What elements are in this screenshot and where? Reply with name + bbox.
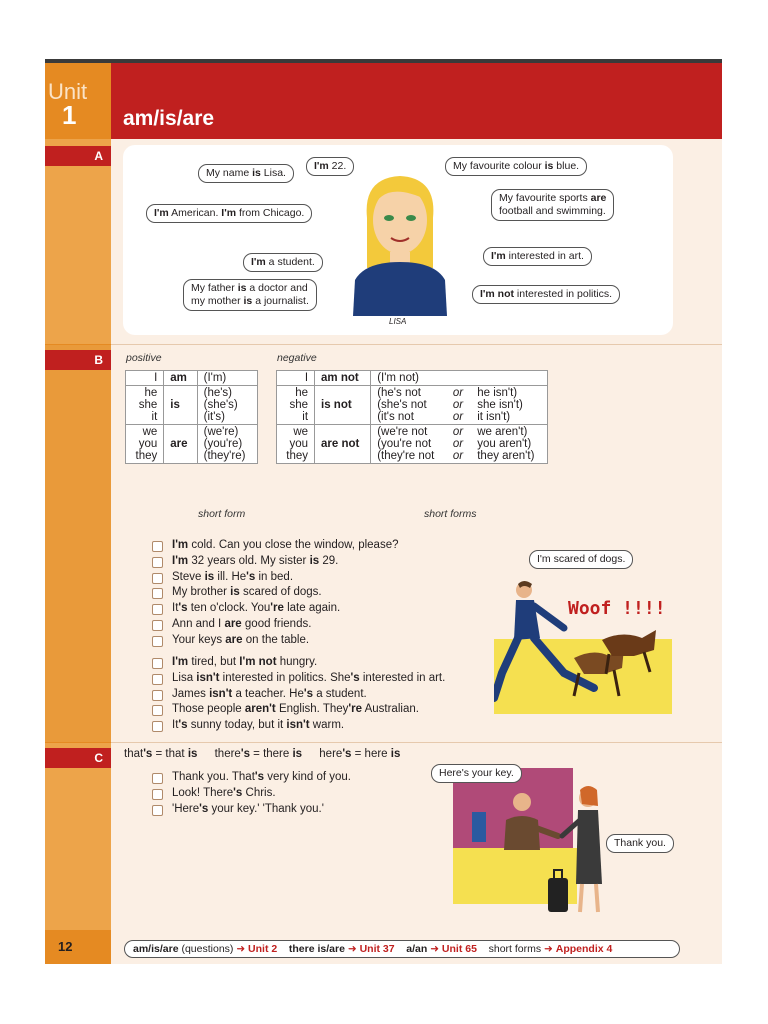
page-number: 12 (58, 939, 73, 954)
cross-reference-bar (124, 940, 680, 958)
example-c-1: Thank you. That's very kind of you. (152, 770, 351, 786)
ref-4[interactable]: short forms ➜ Appendix 4 (488, 943, 613, 955)
examples-positive (152, 538, 398, 649)
unit-title: am/is/are (123, 107, 215, 130)
bubble-art: I'm interested in art. (483, 247, 592, 266)
ref-2[interactable]: there is/are ➜ Unit 37 (288, 943, 395, 955)
example-positive-7: Your keys are on the table. (152, 633, 398, 649)
section-divider-c (111, 742, 722, 743)
bubble-sports: My favourite sports are football and swimming. (491, 189, 614, 221)
bubble-age: I'm 22. (306, 157, 354, 176)
strip-section-a (45, 139, 111, 344)
unit-word: Unit (48, 79, 88, 104)
example-negative-3: James isn't a teacher. He's a student. (152, 687, 445, 703)
examples-negative (152, 655, 445, 734)
pos-subj-3: we you they (126, 425, 164, 464)
section-tab-b: B (45, 350, 111, 370)
neg-or-3: or or or (447, 425, 471, 464)
unit-number: 1 (62, 100, 77, 130)
neg-subj-3: we you they (277, 425, 315, 464)
pos-verb-3: are (164, 425, 197, 464)
neg-alt-3: we aren't) you aren't) they aren't) (471, 425, 547, 464)
example-positive-6: Ann and I are good friends. (152, 617, 398, 633)
example-negative-5: It's sunny today, but it isn't warm. (152, 718, 445, 734)
bubble-student: I'm a student. (243, 253, 323, 272)
example-negative-1: I'm tired, but I'm not hungry. (152, 655, 445, 671)
bubble-politics: I'm not interested in politics. (472, 285, 620, 304)
neg-short-3: (we're not (you're not (they're not (371, 425, 447, 464)
lisa-illustration (345, 168, 455, 316)
neg-subj-1: I (277, 371, 315, 386)
example-positive-2: I'm 32 years old. My sister is 29. (152, 554, 398, 570)
bubble-key: Here's your key. (431, 764, 522, 783)
strip-section-b (45, 345, 111, 742)
example-c-3: 'Here's your key.' 'Thank you.' (152, 802, 351, 818)
example-c-2: Look! There's Chris. (152, 786, 351, 802)
c-forms (124, 748, 414, 760)
positive-table (125, 370, 258, 464)
neg-or-2: or or or (447, 386, 471, 425)
bubble-thank-you: Thank you. (606, 834, 674, 853)
bubble-name: My name is Lisa. (198, 164, 294, 183)
ref-3[interactable]: a/an ➜ Unit 65 (406, 943, 477, 955)
woof-text: Woof !!!! (568, 598, 666, 619)
example-negative-2: Lisa isn't interested in politics. She's interested in art. (152, 671, 445, 687)
neg-subj-2: he she it (277, 386, 315, 425)
example-negative-4: Those people aren't English. They're Australian. (152, 702, 445, 718)
pos-short-2: (he's) (she's) (it's) (197, 386, 257, 425)
ref-1[interactable]: am/is/are (questions) ➜ Unit 2 (133, 943, 278, 955)
example-positive-3: Steve is ill. He's in bed. (152, 570, 398, 586)
c-form-1: that's = that is (124, 748, 198, 760)
neg-verb-2: is not (315, 386, 371, 425)
example-positive-4: My brother is scared of dogs. (152, 585, 398, 601)
positive-label: positive (126, 352, 162, 364)
neg-verb-3: are not (315, 425, 371, 464)
negative-caption: short forms (424, 508, 477, 520)
section-tab-a: A (45, 146, 111, 166)
neg-alt-2: he isn't) she isn't) it isn't) (471, 386, 547, 425)
neg-verb-1: am not (315, 371, 371, 386)
c-form-3: here's = here is (319, 748, 401, 760)
bubble-colour: My favourite colour is blue. (445, 157, 587, 176)
neg-short-2: (he's not (she's not (it's not (371, 386, 447, 425)
positive-caption: short form (198, 508, 246, 520)
pos-subj-1: I (126, 371, 164, 386)
bubble-scared: I'm scared of dogs. (529, 550, 633, 569)
negative-label: negative (277, 352, 317, 364)
examples-c (152, 770, 351, 817)
lisa-caption: LISA (389, 317, 407, 326)
section-tab-c: C (45, 748, 111, 768)
hotel-reception-illustration (470, 780, 610, 920)
strip-section-c (45, 743, 111, 930)
neg-short-1: (I'm not) (371, 371, 548, 386)
bubble-father: My father is a doctor and my mother is a journalist. (183, 279, 317, 311)
bubble-american: I'm American. I'm from Chicago. (146, 204, 312, 223)
pos-short-1: (I'm) (197, 371, 257, 386)
example-positive-5: It's ten o'clock. You're late again. (152, 601, 398, 617)
pos-short-3: (we're) (you're) (they're) (197, 425, 257, 464)
pos-subj-2: he she it (126, 386, 164, 425)
c-form-2: there's = there is (214, 748, 303, 760)
pos-verb-2: is (164, 386, 197, 425)
section-divider-b (111, 344, 722, 345)
example-positive-1: I'm cold. Can you close the window, please? (152, 538, 398, 554)
negative-table (276, 370, 548, 464)
pos-verb-1: am (164, 371, 197, 386)
